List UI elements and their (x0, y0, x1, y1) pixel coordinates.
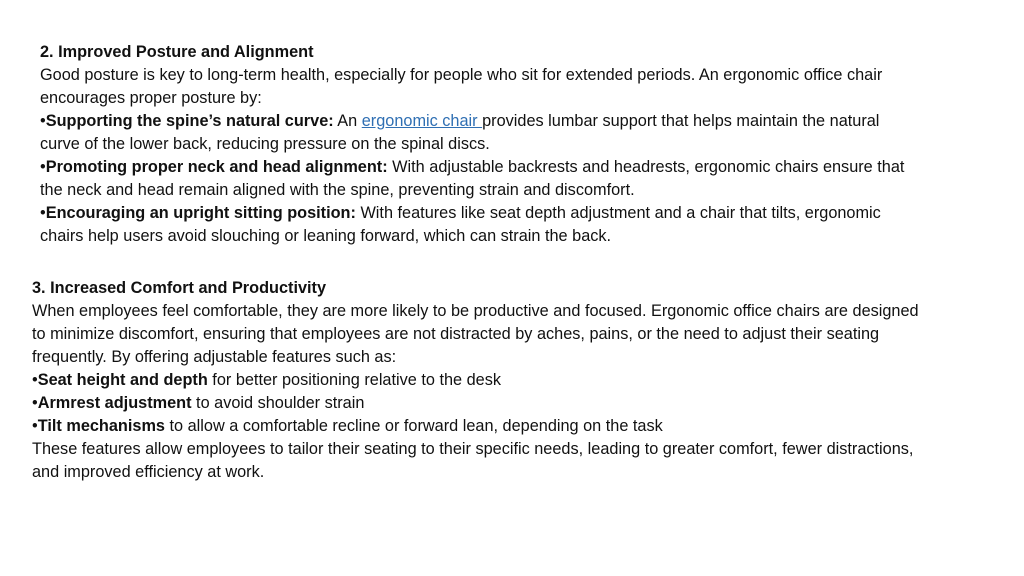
bullet-item-upright-sitting (40, 202, 904, 225)
bullet-item-spine-curve (40, 110, 904, 133)
section-comfort-productivity (32, 277, 919, 484)
bullet-marker: • (32, 371, 38, 389)
bullet-text: provides lumbar support that helps maintain the natural (482, 112, 880, 130)
bullet-continuation: curve of the lower back, reducing pressure on the spinal discs. (40, 135, 490, 153)
section-heading: 3. Increased Comfort and Productivity (32, 279, 327, 297)
intro-text: Good posture is key to long-term health, especially for people who sit for extended periods. An ergonomic office chair (40, 66, 883, 84)
bullet-item-tilt (32, 415, 919, 438)
bullet-marker: • (32, 394, 38, 412)
bullet-text: With adjustable backrests and headrests, ergonomic chairs ensure that (387, 158, 905, 176)
bullet-marker: • (32, 417, 38, 435)
intro-text: frequently. By offering adjustable features such as: (32, 348, 397, 366)
ergonomic-chair-link[interactable]: ergonomic chair (361, 112, 483, 130)
intro-text: When employees feel comfortable, they are more likely to be productive and focused. Ergonomic office chairs are designed (32, 302, 919, 320)
bullet-item-seat-height (32, 369, 919, 392)
section-heading: 2. Improved Posture and Alignment (40, 43, 314, 61)
bullet-text: to allow a comfortable recline or forward lean, depending on the task (165, 417, 663, 435)
section-improved-posture (40, 41, 904, 248)
bullet-title: Promoting proper neck and head alignment: (45, 158, 388, 176)
bullet-title: Encouraging an upright sitting position: (45, 204, 356, 222)
bullet-text: An (333, 112, 362, 130)
bullet-title: Armrest adjustment (37, 394, 192, 412)
bullet-marker: • (40, 158, 46, 176)
outro-text: These features allow employees to tailor their seating to their specific needs, leading to greater comfort, fewer distractions, (32, 440, 914, 458)
bullet-title: Supporting the spine’s natural curve: (45, 112, 334, 130)
bullet-text: for better positioning relative to the desk (207, 371, 501, 389)
bullet-continuation: chairs help users avoid slouching or leaning forward, which can strain the back. (40, 227, 612, 245)
bullet-text: to avoid shoulder strain (191, 394, 365, 412)
bullet-continuation: the neck and head remain aligned with the spine, preventing strain and discomfort. (40, 181, 635, 199)
bullet-text: With features like seat depth adjustment and a chair that tilts, ergonomic (355, 204, 881, 222)
intro-text: encourages proper posture by: (40, 89, 262, 107)
bullet-title: Tilt mechanisms (37, 417, 165, 435)
bullet-title: Seat height and depth (37, 371, 208, 389)
intro-text: to minimize discomfort, ensuring that employees are not distracted by aches, pains, or the need to adjust their seating (32, 325, 880, 343)
bullet-item-neck-alignment (40, 156, 904, 179)
bullet-marker: • (40, 112, 46, 130)
bullet-marker: • (40, 204, 46, 222)
bullet-item-armrest (32, 392, 919, 415)
outro-text: and improved efficiency at work. (32, 463, 265, 481)
